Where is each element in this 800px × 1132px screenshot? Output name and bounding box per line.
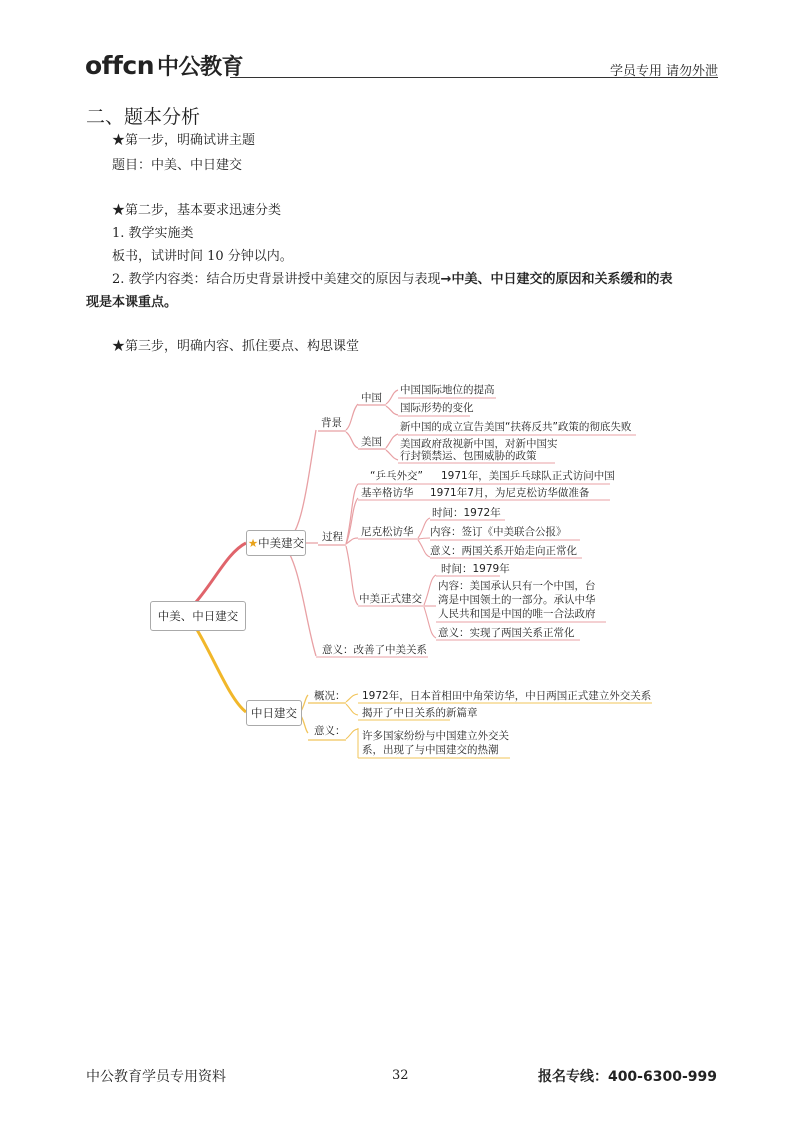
node-background: 背景	[321, 417, 342, 429]
requirement-1-body: 板书，试讲时间 10 分钟以内。	[112, 249, 293, 264]
jp-meaning-b: 系，出现了与中国建交的热潮	[362, 744, 499, 756]
jp-meaning-a: 许多国家纷纷与中国建立外交关	[362, 730, 509, 742]
china-point-2: 国际形势的变化	[400, 402, 474, 414]
nixon-time: 时间：1972年	[432, 507, 501, 519]
usa-point-2b: 行封锁禁运、包围威胁的政策	[400, 450, 537, 462]
node-sino-japan-label: 中日建交	[251, 706, 297, 720]
nixon-meaning: 意义：两国关系开始走向正常化	[430, 545, 577, 557]
node-kissinger: 基辛格访华	[361, 487, 414, 499]
brand-name: 中公教育	[157, 55, 244, 80]
node-sino-us	[246, 530, 306, 556]
node-china: 中国	[361, 392, 382, 404]
section-title: 二、题本分析	[86, 106, 201, 128]
branch-us	[196, 543, 246, 602]
step-2-heading: ★第二步，基本要求迅速分类	[112, 203, 282, 218]
node-jp-overview: 概况：	[314, 690, 346, 702]
footer-label: 中公教育学员专用资料	[86, 1069, 226, 1085]
page-number: 32	[392, 1068, 409, 1083]
header-notice-2: 请勿外泄	[665, 64, 718, 79]
root-label: 中美、中日建交	[157, 609, 239, 623]
logo-text: offcn	[85, 51, 155, 80]
node-process: 过程	[322, 531, 343, 543]
requirement-2-emphasis: →中美、中日建交的原因和关系缓和的表	[440, 272, 673, 287]
formal-content-a: 内容：美国承认只有一个中国，台	[438, 580, 596, 592]
jp-overview-1: 1972年，日本首相田中角荣访华，中日两国正式建立外交关系	[362, 690, 652, 702]
branch-jp	[196, 628, 246, 712]
node-sino-us-label: 中美建交	[258, 536, 305, 550]
header-notice-1: 学员专用	[609, 64, 662, 79]
china-point-1: 中国国际地位的提高	[400, 384, 495, 396]
star-icon: ★	[247, 536, 259, 550]
requirement-1-title: 1. 教学实施类	[112, 226, 194, 241]
formal-content-b: 湾是中国领土的一部分。承认中华	[438, 594, 596, 606]
formal-meaning: 意义：实现了两国关系正常化	[438, 627, 575, 639]
jp-overview-2: 揭开了中日关系的新篇章	[362, 707, 478, 719]
node-usa: 美国	[361, 436, 382, 448]
step-3-heading: ★第三步，明确内容、抓住要点、构思课堂	[112, 339, 360, 354]
formal-content-c: 人民共和国是中国的唯一合法政府	[438, 608, 596, 620]
nixon-content: 内容：签订《中美联合公报》	[430, 526, 567, 538]
topic-line: 题目：中美、中日建交	[112, 158, 243, 173]
us-significance: 意义：改善了中美关系	[322, 644, 427, 656]
usa-point-1: 新中国的成立宣告美国“扶蒋反共”政策的彻底失败	[400, 421, 632, 433]
node-sino-japan	[246, 700, 302, 726]
kissinger-detail: 1971年7月，为尼克松访华做准备	[430, 487, 590, 499]
step-1-heading: ★第一步，明确试讲主题	[112, 133, 256, 148]
footer-hotline: 报名专线：400-6300-999	[537, 1069, 717, 1085]
node-formal-relations: 中美正式建交	[359, 593, 422, 605]
mindmap-root	[150, 601, 246, 631]
requirement-2-emphasis-cont: 现是本课重点。	[86, 295, 178, 310]
node-jp-meaning: 意义：	[314, 725, 346, 737]
node-nixon: 尼克松访华	[361, 526, 414, 538]
requirement-2-prefix: 2. 教学内容类：结合历史背景讲授中美建交的原因与表现	[112, 272, 441, 287]
formal-time: 时间：1979年	[441, 563, 510, 575]
node-pingpong: “乒乓外交”	[370, 470, 423, 482]
pingpong-detail: 1971年，美国乒乓球队正式访问中国	[441, 470, 615, 482]
usa-point-2a: 美国政府敌视新中国，对新中国实	[400, 438, 558, 450]
